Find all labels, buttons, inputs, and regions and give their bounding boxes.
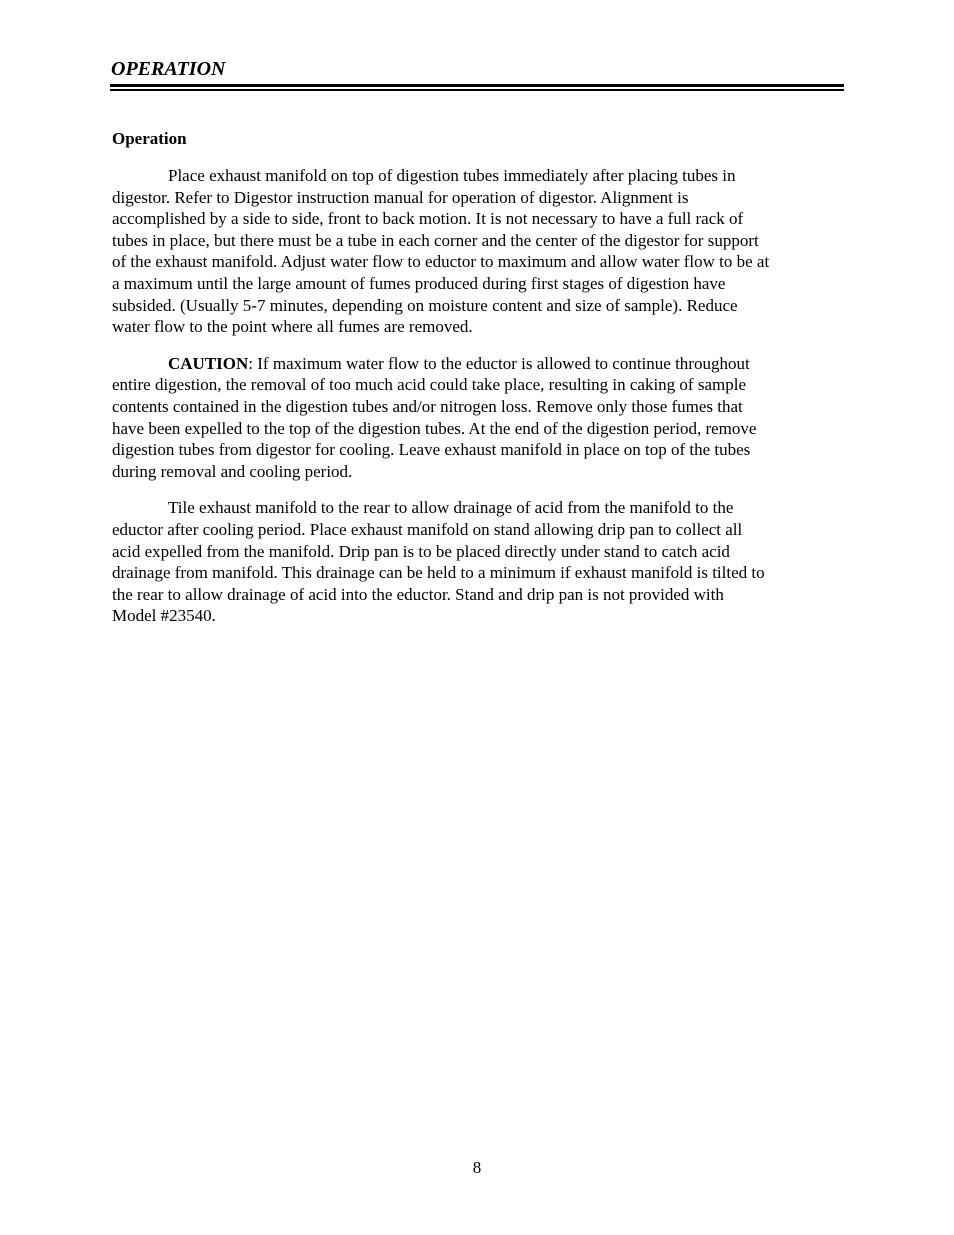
- page-number: 8: [472, 1158, 482, 1177]
- paragraph-caution: [112, 353, 844, 483]
- paragraph-line: digestor. Refer to Digestor instruction manual for operation of digestor. Alignment is: [112, 187, 689, 207]
- paragraph-drainage: [112, 497, 844, 627]
- paragraph-line: : If maximum water flow to the eductor is allowed to continue throughout: [248, 353, 750, 373]
- paragraph-line: digestion tubes from digestor for cooling. Leave exhaust manifold in place on top of the tubes: [112, 440, 751, 460]
- document-body: [112, 128, 844, 642]
- paragraph-line: contents contained in the digestion tubes and/or nitrogen loss. Remove only those fumes that: [112, 396, 743, 416]
- paragraph-line: a maximum until the large amount of fumes produced during first stages of digestion have: [112, 273, 726, 293]
- caution-label: CAUTION: [168, 353, 249, 373]
- paragraph-line: have been expelled to the top of the digestion tubes. At the end of the digestion period, remove: [112, 418, 757, 438]
- paragraph-line: entire digestion, the removal of too much acid could take place, resulting in caking of sample: [112, 375, 746, 395]
- paragraph-line: Tile exhaust manifold to the rear to allow drainage of acid from the manifold to the: [168, 498, 734, 518]
- paragraph-line: Place exhaust manifold on top of digestion tubes immediately after placing tubes in: [168, 166, 736, 185]
- paragraph-line: accomplished by a side to side, front to back motion. It is not necessary to have a full rack of: [112, 209, 744, 229]
- paragraph-line: the rear to allow drainage of acid into the eductor. Stand and drip pan is not provided with: [112, 584, 724, 604]
- paragraph-line: tubes in place, but there must be a tube in each corner and the center of the digestor for support: [112, 230, 759, 250]
- paragraph-line: drainage from manifold. This drainage can be held to a minimum if exhaust manifold is tilted to: [112, 563, 765, 583]
- paragraph-line: subsided. (Usually 5-7 minutes, depending on moisture content and size of sample). Reduce: [112, 295, 738, 315]
- page-header-title: OPERATION: [111, 58, 226, 80]
- paragraph-line: water flow to the point where all fumes are removed.: [112, 317, 473, 337]
- section-heading: Operation: [112, 129, 187, 148]
- paragraph-placement: [112, 165, 844, 338]
- paragraph-line: eductor after cooling period. Place exhaust manifold on stand allowing drip pan to collect all: [112, 519, 743, 539]
- paragraph-line: acid expelled from the manifold. Drip pan is to be placed directly under stand to catch acid: [112, 541, 730, 561]
- header-rule-thin: [110, 89, 844, 91]
- paragraph-line: of the exhaust manifold. Adjust water flow to eductor to maximum and allow water flow to be at: [112, 252, 770, 272]
- paragraph-line: Model #23540.: [112, 606, 216, 626]
- header-rule-thick: [110, 84, 844, 87]
- paragraph-line: during removal and cooling period.: [112, 461, 353, 481]
